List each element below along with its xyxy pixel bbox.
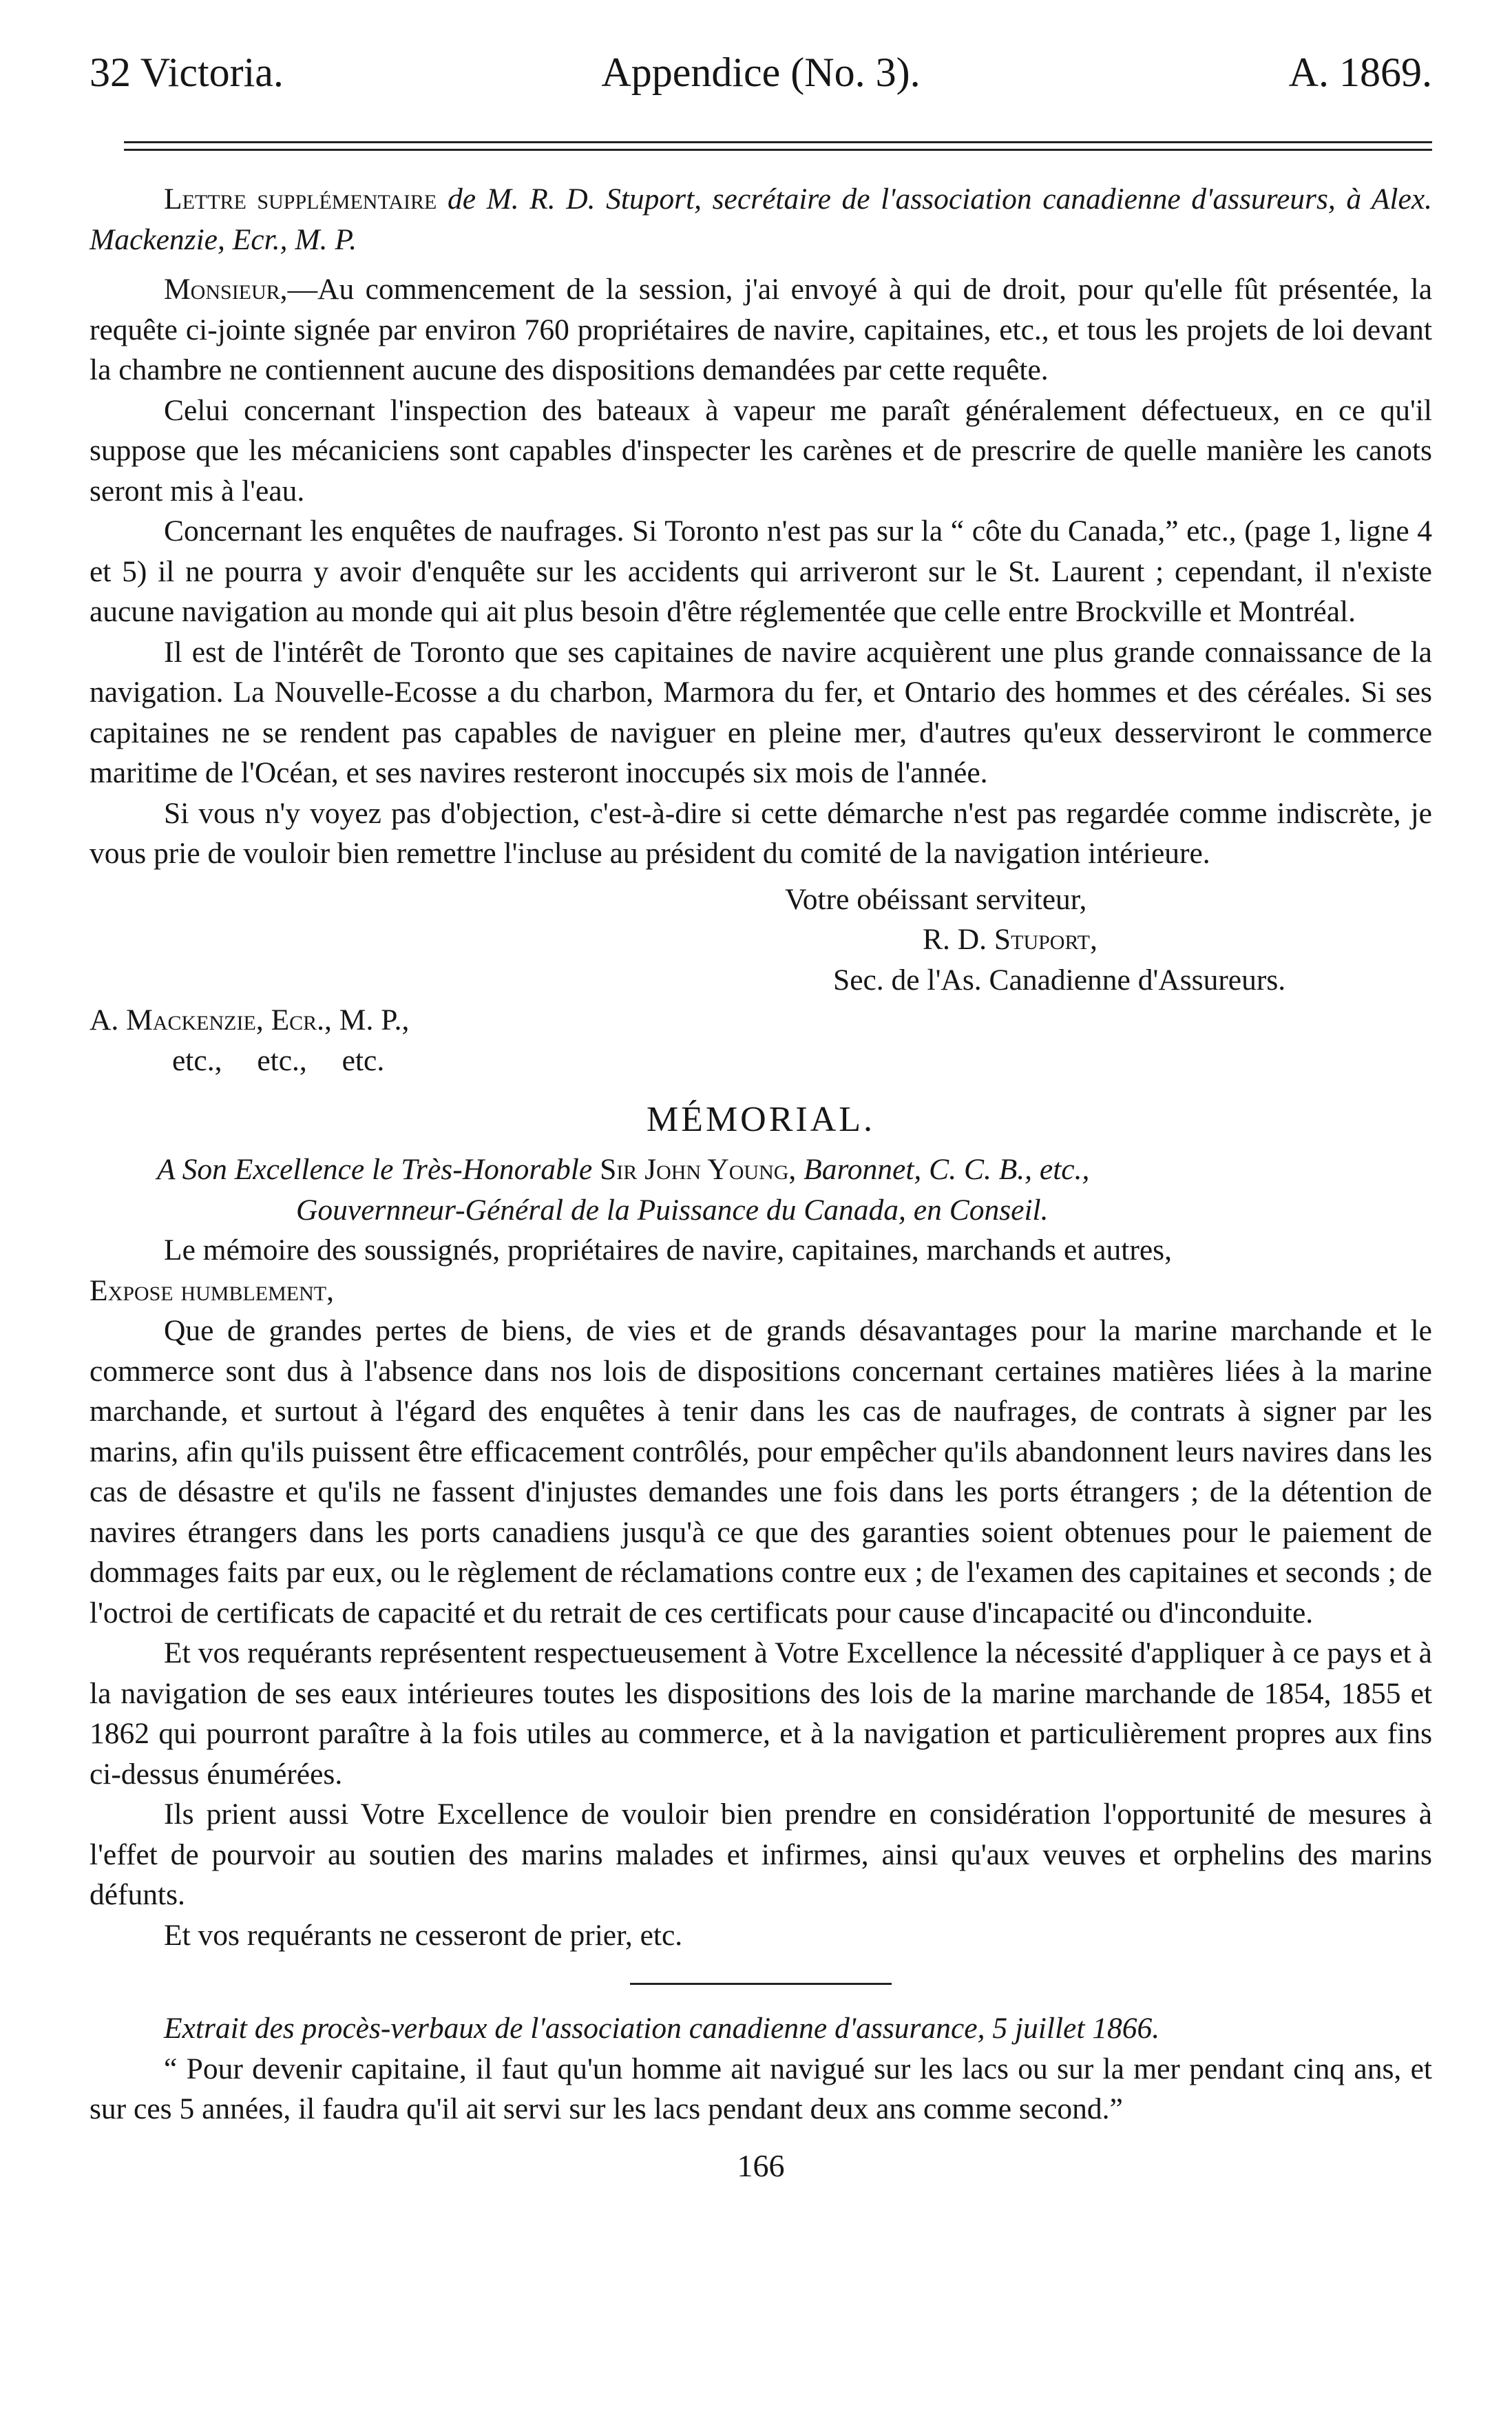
memorial-paragraph-4: Et vos requérants ne cesseront de prier, etc. — [164, 1918, 683, 1952]
header-appendix: Appendice (No. 3). — [601, 50, 921, 95]
document-page — [90, 0, 1432, 2436]
memorial-title: MÉMORIAL. — [646, 1100, 876, 1139]
memorial-paragraph-3: Ils prient aussi Votre Excellence de vouloir bien prendre en considération l'opportunité de mesures à l'effet de pourvoir au soutien des marins malades et infirmes, ainsi qu'aux veuves et orphelins des marins défunts. — [90, 1798, 1432, 1911]
letter-paragraph-4: Il est de l'intérêt de Toronto que ses capitaines de navire acquièrent une plus grande connaissance de la navigation. La Nouvelle-Ecosse a du charbon, Marmora du fer, et Ontario des hommes et des céréales. Si ses capitaines ne se rendent pas capables de naviguer en pleine mer, d'autres qu'eux desserviront le commerce maritime de l'Océan, et ses navires resteront inoccupés six mois de l'année. — [90, 635, 1432, 789]
letter-paragraph-1 — [90, 269, 1432, 391]
letter-signature — [90, 919, 1432, 960]
memorial-address-name: Sir John Young, — [600, 1153, 797, 1186]
letter-heading-italic: de M. R. D. Stuport, secrétaire de l'association canadienne d'assureurs, à Alex. Mackenzie, Ecr., M. P. — [90, 183, 1432, 256]
page-body — [90, 179, 1432, 2186]
memorial-address-c: Gouvernneur-Général de la Puissance du Canada, en Conseil. — [296, 1193, 1049, 1227]
memorial-expose: Expose humblement, — [90, 1273, 335, 1307]
memorial-address — [90, 1149, 1432, 1190]
header-year: A. 1869. — [1288, 50, 1432, 95]
letter-heading — [90, 179, 1432, 260]
section-divider — [630, 1983, 892, 1985]
header-double-rule — [124, 141, 1432, 151]
extract-heading: Extrait des procès-verbaux de l'association canadienne d'assurance, 5 juillet 1866. — [164, 2012, 1160, 2045]
letter-paragraph-3: Concernant les enquêtes de naufrages. Si Toronto n'est pas sur la “ côte du Canada,” etc., (page 1, ligne 4 et 5) il ne pourra y avoir d'enquête sur les accidents qui arriveront sur le St. Laurent ; cependant, il n'existe aucune navigation au monde qui ait plus besoin d'être réglementée que celle entre Brockville et Montréal. — [90, 514, 1432, 628]
memorial-address-a: A Son Excellence le Très-Honorable — [157, 1153, 593, 1186]
letter-paragraph-1-text: —Au commencement de la session, j'ai envoyé à qui de droit, pour qu'elle fût présentée, la requête ci-jointe signée par environ 760 propriétaires de navire, capitaines, etc., et tous les projets de loi devant la chambre ne contiennent aucune des dispositions demandées par cette requête. — [90, 273, 1432, 386]
page-number: 166 — [737, 2147, 785, 2183]
memorial-address-b: Baronnet, C. C. B., etc., — [804, 1153, 1090, 1186]
letter-addressee — [90, 1000, 1432, 1041]
memorial-paragraph-2: Et vos requérants représentent respectueusement à Votre Excellence la nécessité d'appliquer à ce pays et à la navigation de ses eaux intérieures toutes les dispositions des lois de la marine marchande de 1854, 1855 et 1862 qui pourront paraître à la fois utiles au commerce, et à la navigation et particulièrement propres aux fins ci-dessus énumérées. — [90, 1636, 1432, 1791]
letter-paragraph-5: Si vous n'y voyez pas d'objection, c'est-à-dire si cette démarche n'est pas regardée comme indiscrète, je vous prie de vouloir bien remettre l'incluse au président du comité de la navigation intérieure. — [90, 796, 1432, 870]
letter-salutation: Monsieur, — [164, 273, 288, 306]
letter-addressee-name: A. Mackenzie, Ecr., M. P., — [90, 1003, 410, 1037]
memorial-paragraph-1: Que de grandes pertes de biens, de vies et de grands désavantages pour la marine marchande et le commerce sont dus à l'absence dans nos lois de dispositions concernant certaines matières liées à la marine marchande, et surtout à l'égard des enquêtes à tenir dans les cas de naufrages, de contrats à signer par les marins, afin qu'ils puissent être efficacement contrôlés, pour empêcher qu'ils abandonnent leurs navires dans les cas de désastre et qu'ils ne fassent d'injustes demandes une fois dans les ports étrangers ; de la détention de navires étrangers dans les ports canadiens jusqu'à ce que des garanties soient obtenues pour le paiement de dommages faits par eux, ou le règlement de réclamations contre eux ; de l'examen des capitaines et seconds ; de l'octroi de certificats de capacité et du retrait de ces certificats pour cause d'incapacité ou d'inconduite. — [90, 1314, 1432, 1630]
letter-signature-name: R. D. Stuport, — [923, 923, 1098, 956]
running-header — [90, 34, 1432, 110]
letter-heading-caps: Lettre supplémentaire — [164, 183, 437, 216]
letter-signature-title: Sec. de l'As. Canadienne d'Assureurs. — [833, 963, 1286, 997]
letter-addressee-etc: etc., etc., etc. — [172, 1043, 385, 1077]
letter-paragraph-2: Celui concernant l'inspection des bateaux à vapeur me paraît généralement défectueux, en ce qu'il suppose que les mécaniciens sont capables d'inspecter les carènes et de prescrire de quelle manière les canots seront mis à l'eau. — [90, 393, 1432, 508]
extract-quote: “ Pour devenir capitaine, il faut qu'un homme ait navigué sur les lacs ou sur la mer pendant cinq ans, et sur ces 5 années, il faudra qu'il ait servi sur les lacs pendant deux ans comme second.” — [90, 2052, 1432, 2125]
memorial-intro: Le mémoire des soussignés, propriétaires de navire, capitaines, marchands et autres, — [164, 1233, 1172, 1267]
letter-closing: Votre obéissant serviteur, — [785, 882, 1087, 916]
header-session: 32 Victoria. — [90, 50, 284, 95]
